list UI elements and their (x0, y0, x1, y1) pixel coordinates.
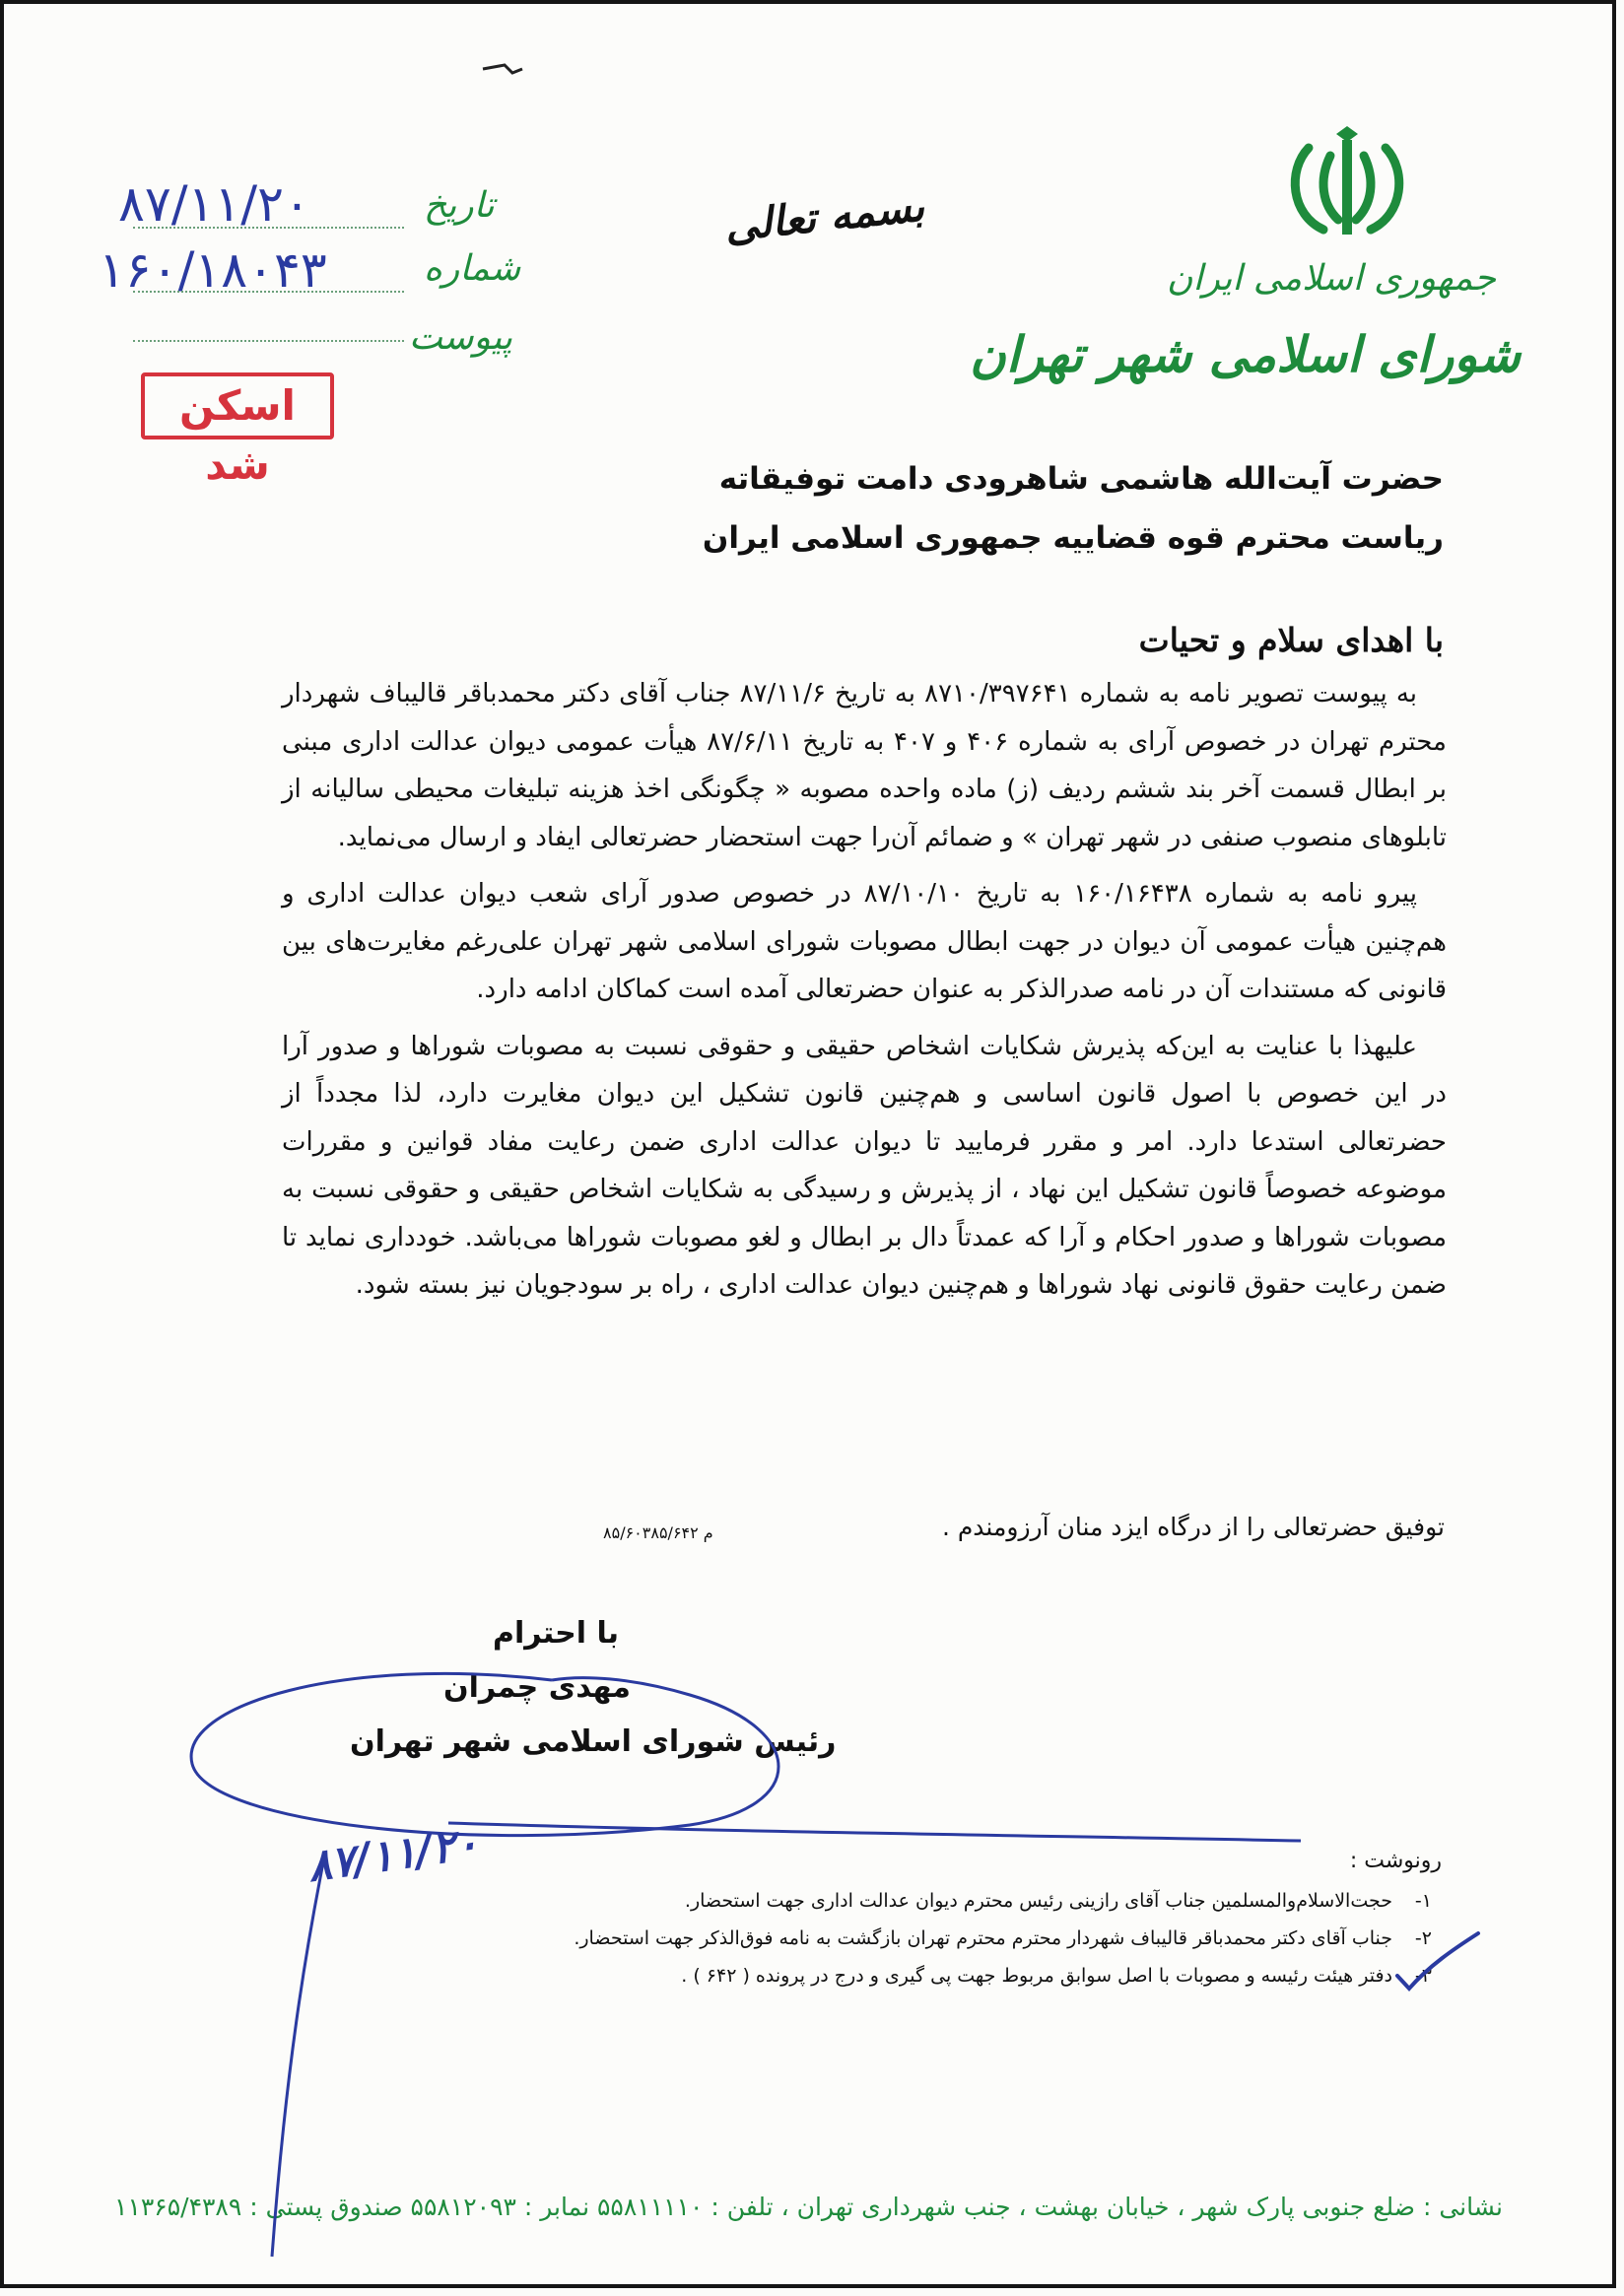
cc-number: ۱- (1414, 1890, 1432, 1912)
date-value: ۸۷/۱۱/۲۰ (118, 175, 310, 233)
number-value: ۱۶۰/۱۸۰۴۳ (99, 241, 327, 299)
paragraph-3: علیهذا با عنایت به این‌که پذیرش شکایات اشخاص حقیقی و حقوقی نسبت به مصوبات شوراها و صدور آرا در این خصوص با اصول قانون اساسی و هم‌چنین قانون تشکیل این دیوان مغایرت دارد، لذا مجدداً از حضرتعالی استدعا دارد. امر و مقرر فرمایید تا دیوان عدالت اداری ضمن رعایت مفاد قوانین و مقررات موضوعه خصوصاً قانون تشکیل این نهاد ، از پذیرش و رسیدگی به شکایات اشخاص حقیقی و حقوقی نسبت به مصوبات شوراها و صدور احکام و آرا که عمدتاً دال بر ابطال و لغو مصوبات شوراها می‌باشد. خودداری نماید تا ضمن رعایت حقوق قانونی نهاد شوراها و هم‌چنین دیوان عدالت اداری ، راه بر سودجویان نیز بسته شود. (282, 1031, 1447, 1300)
scanned-stamp: اسکن شد (141, 372, 334, 439)
council-name: شورای اسلامی شهر تهران (970, 325, 1521, 383)
list-item (446, 1957, 1432, 1994)
attachment-label: پیوست (409, 317, 512, 358)
cc-text: دفتر هیئت رئیسه و مصوبات با اصل سوابق مربوط جهت پی گیری و درج در پرونده ( ۶۴۲ ) . (681, 1965, 1392, 1987)
recipient-line-1: حضرت آیت‌الله هاشمی شاهرودی دامت توفیقاته (718, 461, 1444, 497)
date-label: تاریخ (424, 185, 495, 226)
republic-name: جمهوری اسلامی ایران (1167, 258, 1496, 299)
letter-body (282, 670, 1447, 1318)
cc-text: جناب آقای دکتر محمدباقر قالیباف شهردار محترم محترم تهران بازگشت به نامه فوق‌الذکر جهت استحضار. (574, 1927, 1392, 1949)
reference-code: م ۸۵/۶۰۳۸۵/۶۴۲ (603, 1523, 713, 1542)
cc-number: ۳- (1414, 1965, 1432, 1987)
number-label: شماره (424, 248, 521, 289)
cc-list (446, 1882, 1432, 1994)
closing-line: توفیق حضرتعالی را از درگاه ایزد منان آرزومندم . (941, 1513, 1445, 1541)
signer-title: رئیس شورای اسلامی شهر تهران (350, 1724, 837, 1759)
paragraph-1: به پیوست تصویر نامه به شماره ۸۷۱۰/۳۹۷۶۴۱ به تاریخ ۸۷/۱۱/۶ جناب آقای دکتر محمدباقر قالیباف شهردار محترم تهران در خصوص آرای به شماره ۴۰۶ و ۴۰۷ به تاریخ ۸۷/۶/۱۱ هیأت عمومی دیوان عدالت اداری مبنی بر ابطال قسمت آخر بند ششم ردیف (ز) ماده واحده مصوبه « چگونگی اخذ هزینه تبلیغات محیطی سالیانه از تابلوهای منصوب صنفی در شهر تهران » و ضمائم آن‌را جهت استحضار حضرتعالی ایفاد و ارسال می‌نماید. (282, 679, 1447, 852)
salutation: با اهدای سلام و تحیات (1138, 621, 1444, 659)
signer-name: مهدی چمران (443, 1670, 631, 1705)
date-dotline (133, 227, 404, 229)
cc-text: حجت‌الاسلام‌والمسلمین جناب آقای رازینی رئیس محترم دیوان عدالت اداری جهت استحضار. (684, 1890, 1392, 1912)
handwritten-date: ۸۷/۱۱/۲۰ (304, 1818, 482, 1892)
recipient-line-2: ریاست محترم قوه قضاییه جمهوری اسلامی ایران (702, 520, 1444, 556)
regards: با احترام (493, 1616, 620, 1651)
list-item (446, 1882, 1432, 1920)
paragraph-2: پیرو نامه به شماره ۱۶۰/۱۶۴۳۸ به تاریخ ۸۷/۱۰/۱۰ در خصوص صدور آرای شعب دیوان عدالت اداری و هم‌چنین هیأت عمومی آن دیوان در جهت ابطال مصوبات شورای اسلامی شهر تهران علی‌رغم مغایرت‌های بین قانونی که مستندات آن در نامه صدرالذکر به عنوان حضرتعالی آمده است کماکان ادامه دارد. (282, 879, 1447, 1004)
bismillah: بسمه تعالی (721, 181, 927, 251)
iran-emblem-icon (1279, 126, 1415, 244)
cc-number: ۲- (1414, 1927, 1432, 1949)
attachment-dotline (133, 340, 404, 342)
cc-title: رونوشت : (1349, 1849, 1442, 1873)
list-item (446, 1920, 1432, 1957)
number-dotline (133, 291, 404, 293)
footer-address: نشانی : ضلع جنوبی پارک شهر ، خیابان بهشت ، جنب شهرداری تهران ، تلفن : ۵۵۸۱۱۱۱۰ نمابر : ۵۵۸۱۲۰۹۳ صندوق پستی : ۱۱۳۶۵/۴۳۸۹ (114, 2193, 1503, 2221)
